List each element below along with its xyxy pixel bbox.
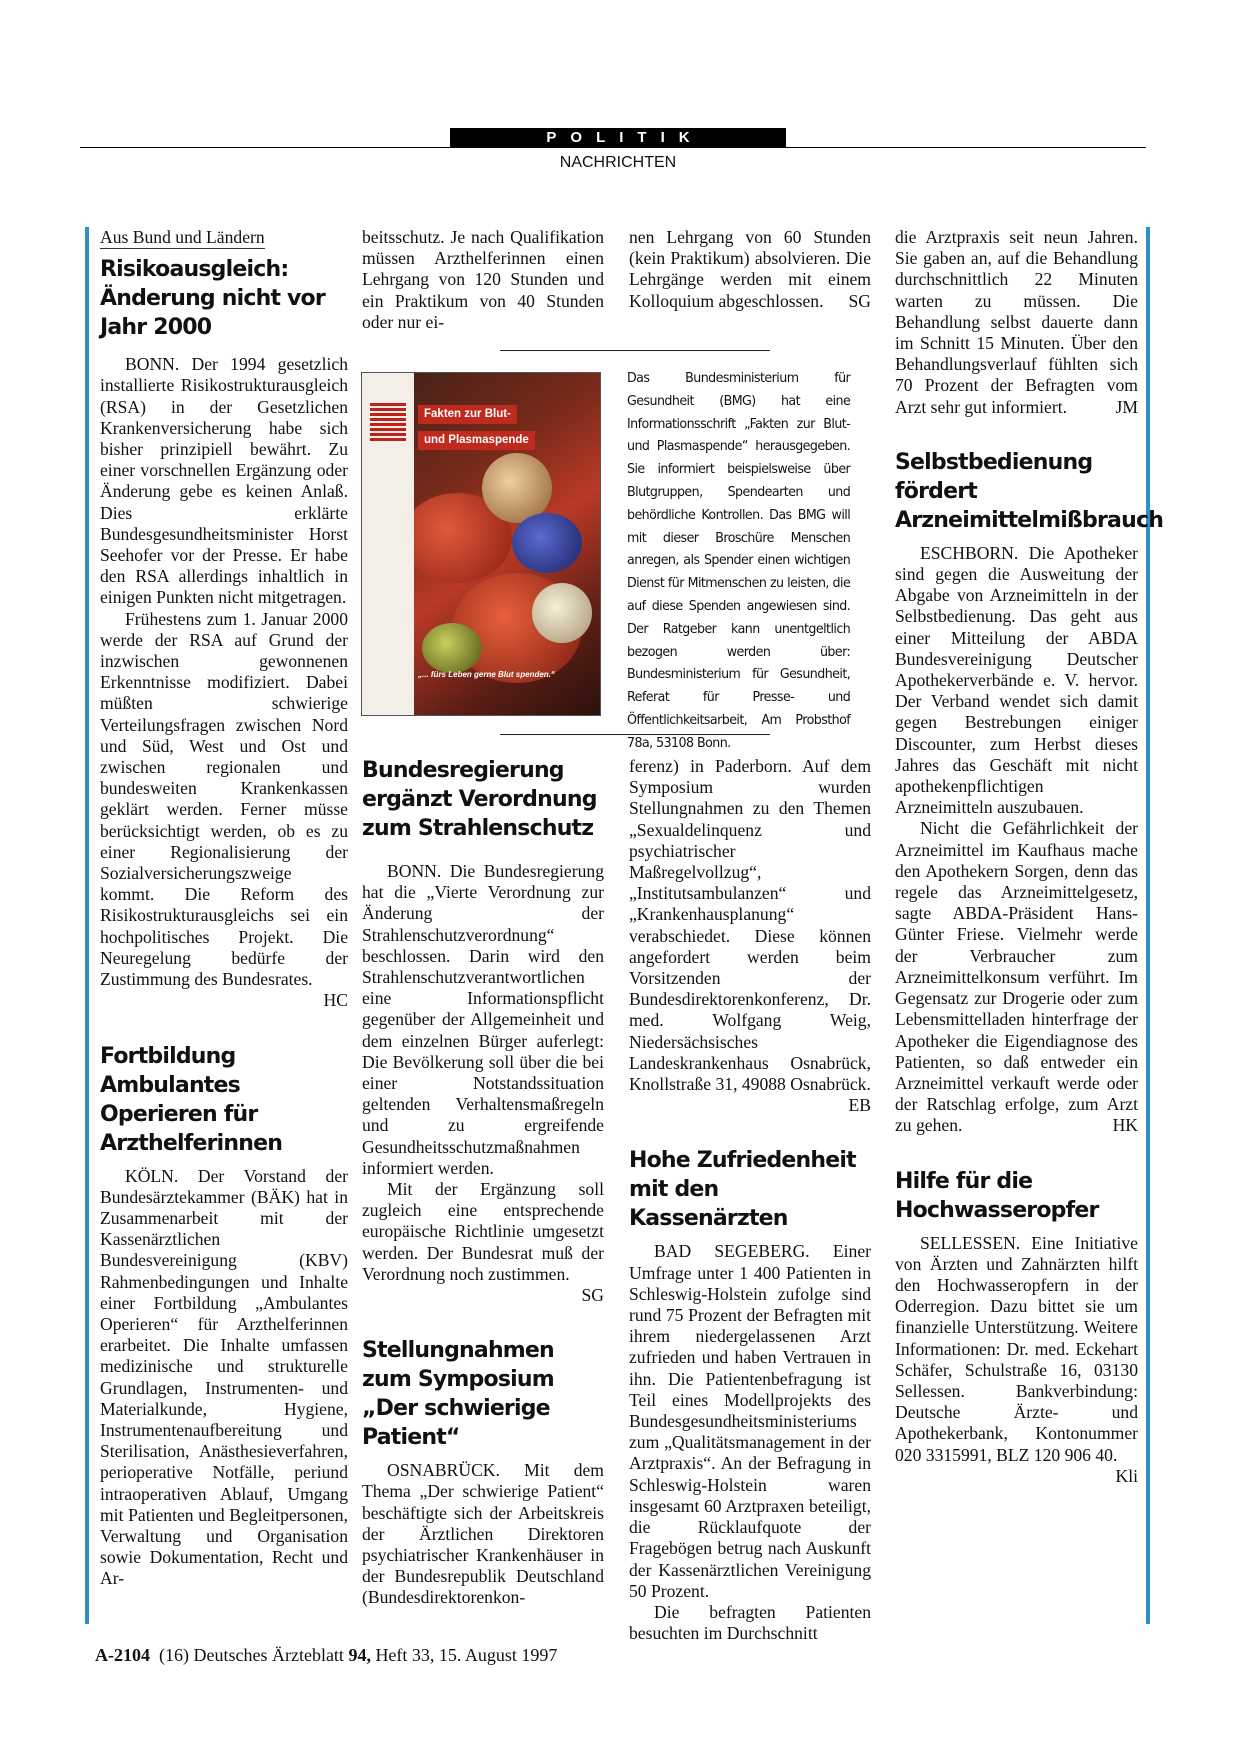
page-number: A-2104 xyxy=(95,1645,150,1665)
article-title-risikoausgleich: Risikoausgleich: Änderung nicht vor Jahr 2000 xyxy=(100,257,325,341)
column-3-lower xyxy=(629,756,871,1644)
box-rule-bottom xyxy=(500,734,770,735)
subsection-label: NACHRICHTEN xyxy=(559,154,677,171)
article-paragraph: beitsschutz. Je nach Qualifikation müssen Arzthelferinnen einen Lehrgang von 120 Stunden und ein Praktikum von 40 Stunden oder nur ei- xyxy=(362,227,604,332)
article-paragraph: ferenz) in Paderborn. Auf dem Symposium wurden Stellungnahmen zu den Themen „Sexualdelinquenz und psychiatrischer Maßregelvollzug“, „Institutsambulanzen“ und „Krankenhausplanung“ verabschiedet. Diese können angefordert werden beim Vorsitzenden der Bundesdirektorenkonferenz, Dr. med. Wolfgang Weig, Niedersächsisches Landeskrankenhaus Osnabrück, Knollstraße 31, 49088 Osnabrück. EB xyxy=(629,756,871,1116)
column-2-lower xyxy=(362,756,604,1609)
brochure-cover-image xyxy=(361,372,601,716)
page-footer xyxy=(95,1645,557,1666)
article-paragraph: Die befragten Patienten besuchten im Durchschnitt xyxy=(629,1601,871,1644)
article-title-strahlenschutz: Bundesregierung ergänzt Verordnung zum Strahlenschutz xyxy=(362,758,597,841)
brochure-caption: Das Bundesministerium für Gesundheit (BMG) hat eine Informationsschrift „Fakten zur Blut- und Plasmaspende“ herausgegeben. Sie informiert beispielsweise über Blutgruppen, Spendearten und behördliche Kontrollen. Das BMG will mit dieser Broschüre Menschen anregen, als Spender einen wichtigen Dienst für Mitmenschen zu leisten, die auf diese Spenden angewiesen sind. Der Ratgeber kann unentgeltlich bezogen werden über: Bundesministerium für Gesundheit, Referat für Presse- und Öffentlichkeitsarbeit, Am Probsthof 78a, 53108 Bonn. xyxy=(627,370,851,751)
column-1 xyxy=(85,227,348,1624)
author-initials: EB xyxy=(848,1095,871,1116)
article-paragraph: ESCHBORN. Die Apotheker sind gegen die Ausweitung der Abgabe von Arzneimitteln in der Selbstbedienung. Das geht aus einer Mitteilung der ABDA Bundesvereinigung Deutscher Apothekerverbände e. V. hervor. Der Verband wendet sich damit gegen Bestrebungen einiger Discounter, zum Herbst dieses Jahres das Geschäft mit nicht apothekenpflichtigen Arzneimitteln auszubauen. xyxy=(895,542,1138,818)
article-paragraph: Frühestens zum 1. Januar 2000 werde der RSA auf Grund der inzwischen gewonnenen Erkenntnisse modifiziert. Dabei müßten schwierige Verteilungsfragen zwischen Nord und Süd, West und Ost und zwischen regionalen und bundesweiten Krankenkassen geklärt werden. Ferner müsse berücksichtigt werden, ob es zu einer Regionalisierung der Sozialversicherungszweige kommt. Die Reform des Risikostrukturausgleichs sei ein hochpolitisches Projekt. Die Neuregelung bedürfe der Zustimmung des Bundesrates. HC xyxy=(100,608,348,1011)
article-title-fortbildung: Fortbildung Ambulantes Operieren für Arzthelferinnen xyxy=(100,1043,283,1156)
article-title-symposium: Stellungnahmen zum Symposium „Der schwierige Patient“ xyxy=(362,1338,554,1451)
article-paragraph: Nicht die Gefährlichkeit der Arzneimittel im Kaufhaus mache den Apothekern Sorgen, denn das regele das Arzneimittelgesetz, sagte ABDA-Präsident Hans-Günter Friese. Vielmehr werde der Verbraucher zum Arzneimittelkonsum verführt. Im Gegensatz zur Drogerie oder zum Lebensmittelladen hinterfrage der Apotheker die Eigendiagnose des Patienten, so daß entweder ein Arzneimittel verkauft werde oder der Ratschlag erfolge, zum Arzt zu gehen. HK xyxy=(895,818,1138,1136)
column-4 xyxy=(895,227,1164,1624)
author-initials: HC xyxy=(323,990,348,1011)
brochure-sidebar xyxy=(362,373,414,715)
author-initials: SG xyxy=(848,290,871,311)
brochure-title-line2: und Plasmaspende xyxy=(418,431,535,450)
brochure-title-line1: Fakten zur Blut- xyxy=(418,405,517,424)
header-rule xyxy=(80,147,1146,148)
article-title-zufriedenheit: Hohe Zufriedenheit mit den Kassenärzten xyxy=(629,1148,856,1232)
author-initials: SG xyxy=(581,1285,604,1306)
article-title-selbstbedienung: Selbstbedienung fördert Arzneimittelmißbrauch xyxy=(895,449,1164,533)
column-3-top xyxy=(629,227,871,312)
kicker: Aus Bund und Ländern xyxy=(100,227,265,249)
journal-name: (16) Deutsches Ärzteblatt xyxy=(159,1645,344,1665)
section-label: POLITIK xyxy=(450,128,786,148)
volume-number: 94, xyxy=(348,1645,371,1665)
article-paragraph: BONN. Die Bundesregierung hat die „Vierte Verordnung zur Änderung der Strahlenschutzverordnung“ beschlossen. Darin wird den Strahlenschutzverantwortlichen eine Informationspflicht gegenüber der Allgemeinheit und dem einzelnen Bürger auferlegt: Die Bevölkerung soll über die bei einer Notstandssituation geltenden Verhaltensmaßregeln und zu ergreifende Gesundheitsschutzmaßnahmen informiert werden. xyxy=(362,861,604,1178)
author-initials: Kli xyxy=(1115,1465,1138,1486)
article-paragraph: BAD SEGEBERG. Einer Umfrage unter 1 400 Patienten in Schleswig-Holstein zufolge sind rund 75 Prozent der Befragten mit ihrem niedergelassenen Arzt zufrieden und haben Vertrauen in ihn. Die Patientenbefragung ist Teil eines Modellprojekts des Bundesgesundheitsministeriums zum „Qualitätsmanagement in der Arztpraxis“. An der Befragung in Schleswig-Holstein waren insgesamt 60 Arztpraxen beteiligt, die Rücklaufquote der Fragebögen betrug nach Auskunft der Kassenärztlichen Vereinigung 50 Prozent. xyxy=(629,1241,871,1601)
article-paragraph: OSNABRÜCK. Mit dem Thema „Der schwierige Patient“ beschäftigte sich der Arbeitskreis der Ärztlichen Direktoren psychiatrischer Krankenhäuser in der Bundesrepublik Deutschland (Bundesdirektorenkon- xyxy=(362,1460,604,1608)
column-2-top xyxy=(362,227,604,333)
article-paragraph: SELLESSEN. Eine Initiative von Ärzten und Zahnärzten hilft den Hochwasseropfern in der Oderregion. Dazu bittet sie um finanzielle Unterstützung. Weitere Informationen: Dr. med. Eckehart Schäfer, Schulstraße 16, 03130 Sellessen. Bankverbindung: Deutsche Ärzte- und Apothekerbank, Kontonummer 020 3315991, BLZ 120 906 40. Kli xyxy=(895,1232,1138,1486)
article-paragraph: nen Lehrgang von 60 Stunden (kein Praktikum) absolvieren. Die Lehrgänge werden mit einem Kolloquium abgeschlossen. SG xyxy=(629,227,871,311)
author-initials: HK xyxy=(1112,1115,1138,1136)
box-rule-top xyxy=(500,350,770,351)
article-paragraph: die Arztpraxis seit neun Jahren. Sie gaben an, auf die Behandlung durchschnittlich 22 Minuten warten zu müssen. Die Behandlung selbst dauerte dann im Schnitt 15 Minuten. Über den Behandlungsverlauf fühlten sich 70 Prozent der Befragten vom Arzt sehr gut informiert. JM xyxy=(895,227,1138,417)
article-paragraph: KÖLN. Der Vorstand der Bundesärztekammer (BÄK) hat in Zusammenarbeit mit der Kassenärztlichen Bundesvereinigung (KBV) Rahmenbedingungen und Inhalte einer Fortbildung „Ambulantes Operieren“ für Arzthelferinnen erarbeitet. Die Inhalte umfassen medizinische und strukturelle Grundlagen, Instrumenten- und Materialkunde, Hygiene, Instrumentenaufbereitung und Sterilisation, Anästhesieverfahren, perioperative Notfälle, periund intraoperativen Ablauf, Umgang mit Patienten und Begleitpersonen, Verwaltung und Organisation sowie Dokumentation, Recht und Ar- xyxy=(100,1165,348,1589)
brochure-slogan: „... fürs Leben gerne Blut spenden.“ xyxy=(418,670,555,679)
article-paragraph: Mit der Ergänzung soll zugleich eine entsprechende europäische Richtlinie umgesetzt werden. Der Bundesrat muß der Verordnung noch zustimmen. SG xyxy=(362,1179,604,1306)
issue-date: Heft 33, 15. August 1997 xyxy=(375,1645,558,1665)
author-initials: JM xyxy=(1115,396,1138,417)
article-paragraph: BONN. Der 1994 gesetzlich installierte Risikostrukturausgleich (RSA) in der Gesetzlichen Krankenversicherung habe sich bisher prinzipiell bewährt. Zu einer vorschnellen Ergänzung oder Änderung gebe es keinen Anlaß. Dies erklärte Bundesgesundheitsminister Horst Seehofer vor der Presse. Er habe den RSA allerdings inhaltlich in einigen Punkten nicht mitgetragen. xyxy=(100,354,348,608)
article-title-hochwasser: Hilfe für die Hochwasseropfer xyxy=(895,1168,1099,1223)
ministry-logo-icon xyxy=(370,401,406,441)
